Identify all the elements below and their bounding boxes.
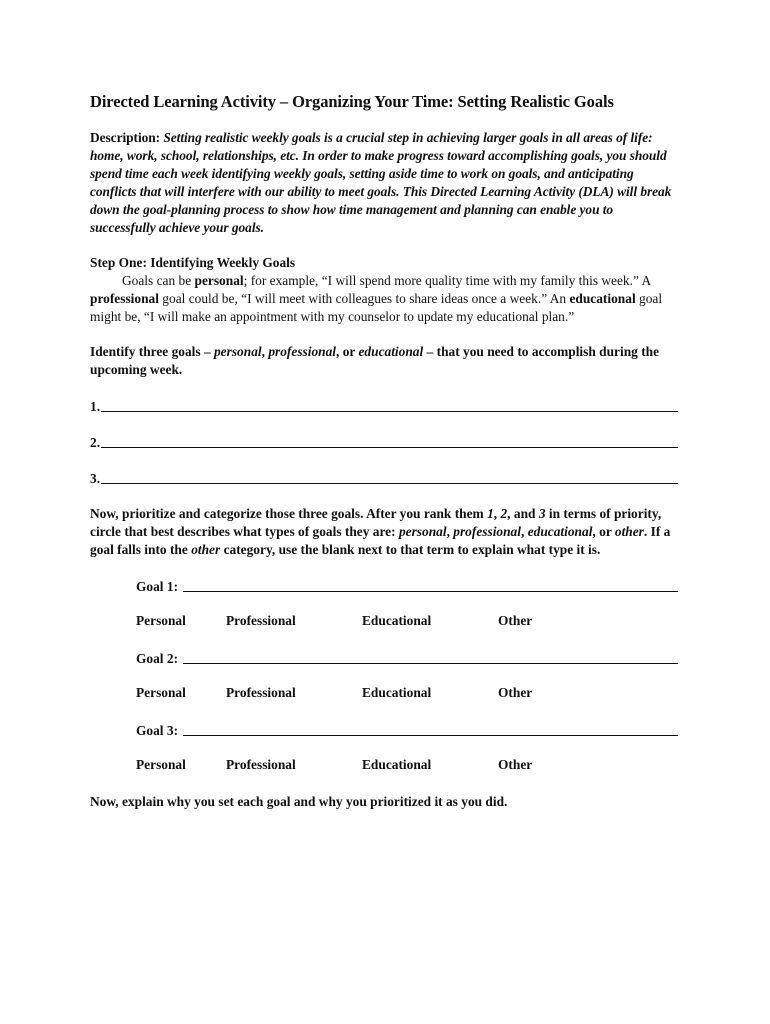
goal-1-categories — [136, 613, 678, 631]
goal-3-line[interactable] — [136, 721, 678, 739]
description-text: Setting realistic weekly goals is a crucial step in achieving larger goals in all areas of life: home, work, school, relationships, etc. In order to make progress toward accomplishing goals, you should spend time each week identifying weekly goals, setting aside time to work on goals, and anticipating conflicts that will interfere with our ability to meet goals. This Directed Learning Activity (DLA) will break down the goal-planning process to show how time management and planning can enable you to successfully achieve your goals. — [90, 130, 672, 235]
prioritize-text-2: , — [493, 506, 501, 521]
category-educational[interactable]: Educational — [362, 685, 432, 700]
step-one-body — [90, 272, 678, 326]
identify-professional: professional — [268, 344, 337, 359]
category-other[interactable]: Other — [498, 613, 533, 628]
page-title: Directed Learning Activity – Organizing Your Time: Setting Realistic Goals — [90, 92, 614, 111]
step-one-text-1: Goals can be — [122, 273, 195, 288]
prioritize-comma-2: , — [520, 524, 528, 539]
prioritize-educational: educational — [527, 524, 593, 539]
goal-entry-line-2[interactable] — [90, 433, 678, 451]
description-label: Description: — [90, 130, 161, 145]
prioritize-professional: professional — [453, 524, 521, 539]
category-personal[interactable]: Personal — [136, 757, 186, 772]
identify-text-1: Identify three goals – — [90, 344, 214, 359]
prioritize-text-3: , and — [507, 506, 539, 521]
answer-blank[interactable] — [101, 447, 678, 448]
description-paragraph — [90, 129, 678, 237]
step-one-text-2: ; for example, “I will spend more quality time with my family this week.” A — [243, 273, 651, 288]
prioritize-other: other — [614, 524, 644, 539]
step-one-heading: Step One: Identifying Weekly Goals — [90, 255, 296, 270]
category-other[interactable]: Other — [498, 685, 533, 700]
prioritize-comma-1: , — [446, 524, 454, 539]
goal-1-blank[interactable] — [183, 591, 678, 592]
category-personal[interactable]: Personal — [136, 685, 186, 700]
prioritize-personal: personal — [398, 524, 447, 539]
prioritize-rank-3: 3 — [538, 506, 546, 521]
goal-2-line[interactable] — [136, 649, 678, 667]
goal-2-label: Goal 2: — [136, 651, 179, 666]
answer-blank[interactable] — [101, 483, 678, 484]
prioritize-text-6: . If a goal falls into the — [90, 524, 671, 557]
goal-3-categories — [136, 757, 678, 775]
identify-educational: educational — [358, 344, 424, 359]
goal-1-label: Goal 1: — [136, 579, 179, 594]
goal-2-blank[interactable] — [183, 663, 678, 664]
prioritize-rank-2: 2 — [500, 506, 508, 521]
category-educational[interactable]: Educational — [362, 757, 432, 772]
prioritize-instruction — [90, 505, 678, 559]
step-one-text-3: goal could be, “I will meet with colleagues to share ideas once a week.” An — [158, 291, 570, 306]
category-professional[interactable]: Professional — [226, 685, 296, 700]
step-one-text-4: goal might be, “I will make an appointment with my counselor to update my educational plan.” — [90, 291, 663, 324]
goal-number-2: 2. — [90, 435, 101, 450]
prioritize-rank-1: 1 — [487, 506, 494, 521]
goal-2-categories — [136, 685, 678, 703]
worksheet-page — [90, 92, 678, 811]
goal-entry-line-1[interactable] — [90, 397, 678, 415]
prioritize-other-2: other — [191, 542, 221, 557]
goal-number-1: 1. — [90, 399, 101, 414]
category-personal[interactable]: Personal — [136, 613, 186, 628]
goal-3-label: Goal 3: — [136, 723, 179, 738]
step-one-educational: educational — [569, 291, 636, 306]
goal-number-3: 3. — [90, 471, 101, 486]
final-instruction: Now, explain why you set each goal and why you prioritized it as you did. — [90, 794, 508, 809]
prioritize-text-5: , or — [592, 524, 615, 539]
step-one-personal: personal — [194, 273, 244, 288]
identify-comma: , — [261, 344, 269, 359]
goal-1-line[interactable] — [136, 577, 678, 595]
goal-categorization-section — [90, 577, 678, 775]
prioritize-text-4: in terms of priority, circle that best describes what types of goals they are: — [90, 506, 662, 539]
category-other[interactable]: Other — [498, 757, 533, 772]
step-one-professional: professional — [90, 291, 159, 306]
prioritize-text-1: Now, prioritize and categorize those three goals. After you rank them — [90, 506, 488, 521]
category-educational[interactable]: Educational — [362, 613, 432, 628]
goal-entry-line-3[interactable] — [90, 469, 678, 487]
identify-personal: personal — [213, 344, 262, 359]
category-professional[interactable]: Professional — [226, 757, 296, 772]
identify-instruction — [90, 343, 678, 379]
goal-3-blank[interactable] — [183, 735, 678, 736]
prioritize-text-7: category, use the blank next to that term to explain what type it is. — [220, 542, 601, 557]
identify-text-2: , or — [336, 344, 359, 359]
answer-blank[interactable] — [101, 411, 678, 412]
category-professional[interactable]: Professional — [226, 613, 296, 628]
identify-text-3: – that you need to accomplish during the upcoming week. — [90, 344, 660, 377]
